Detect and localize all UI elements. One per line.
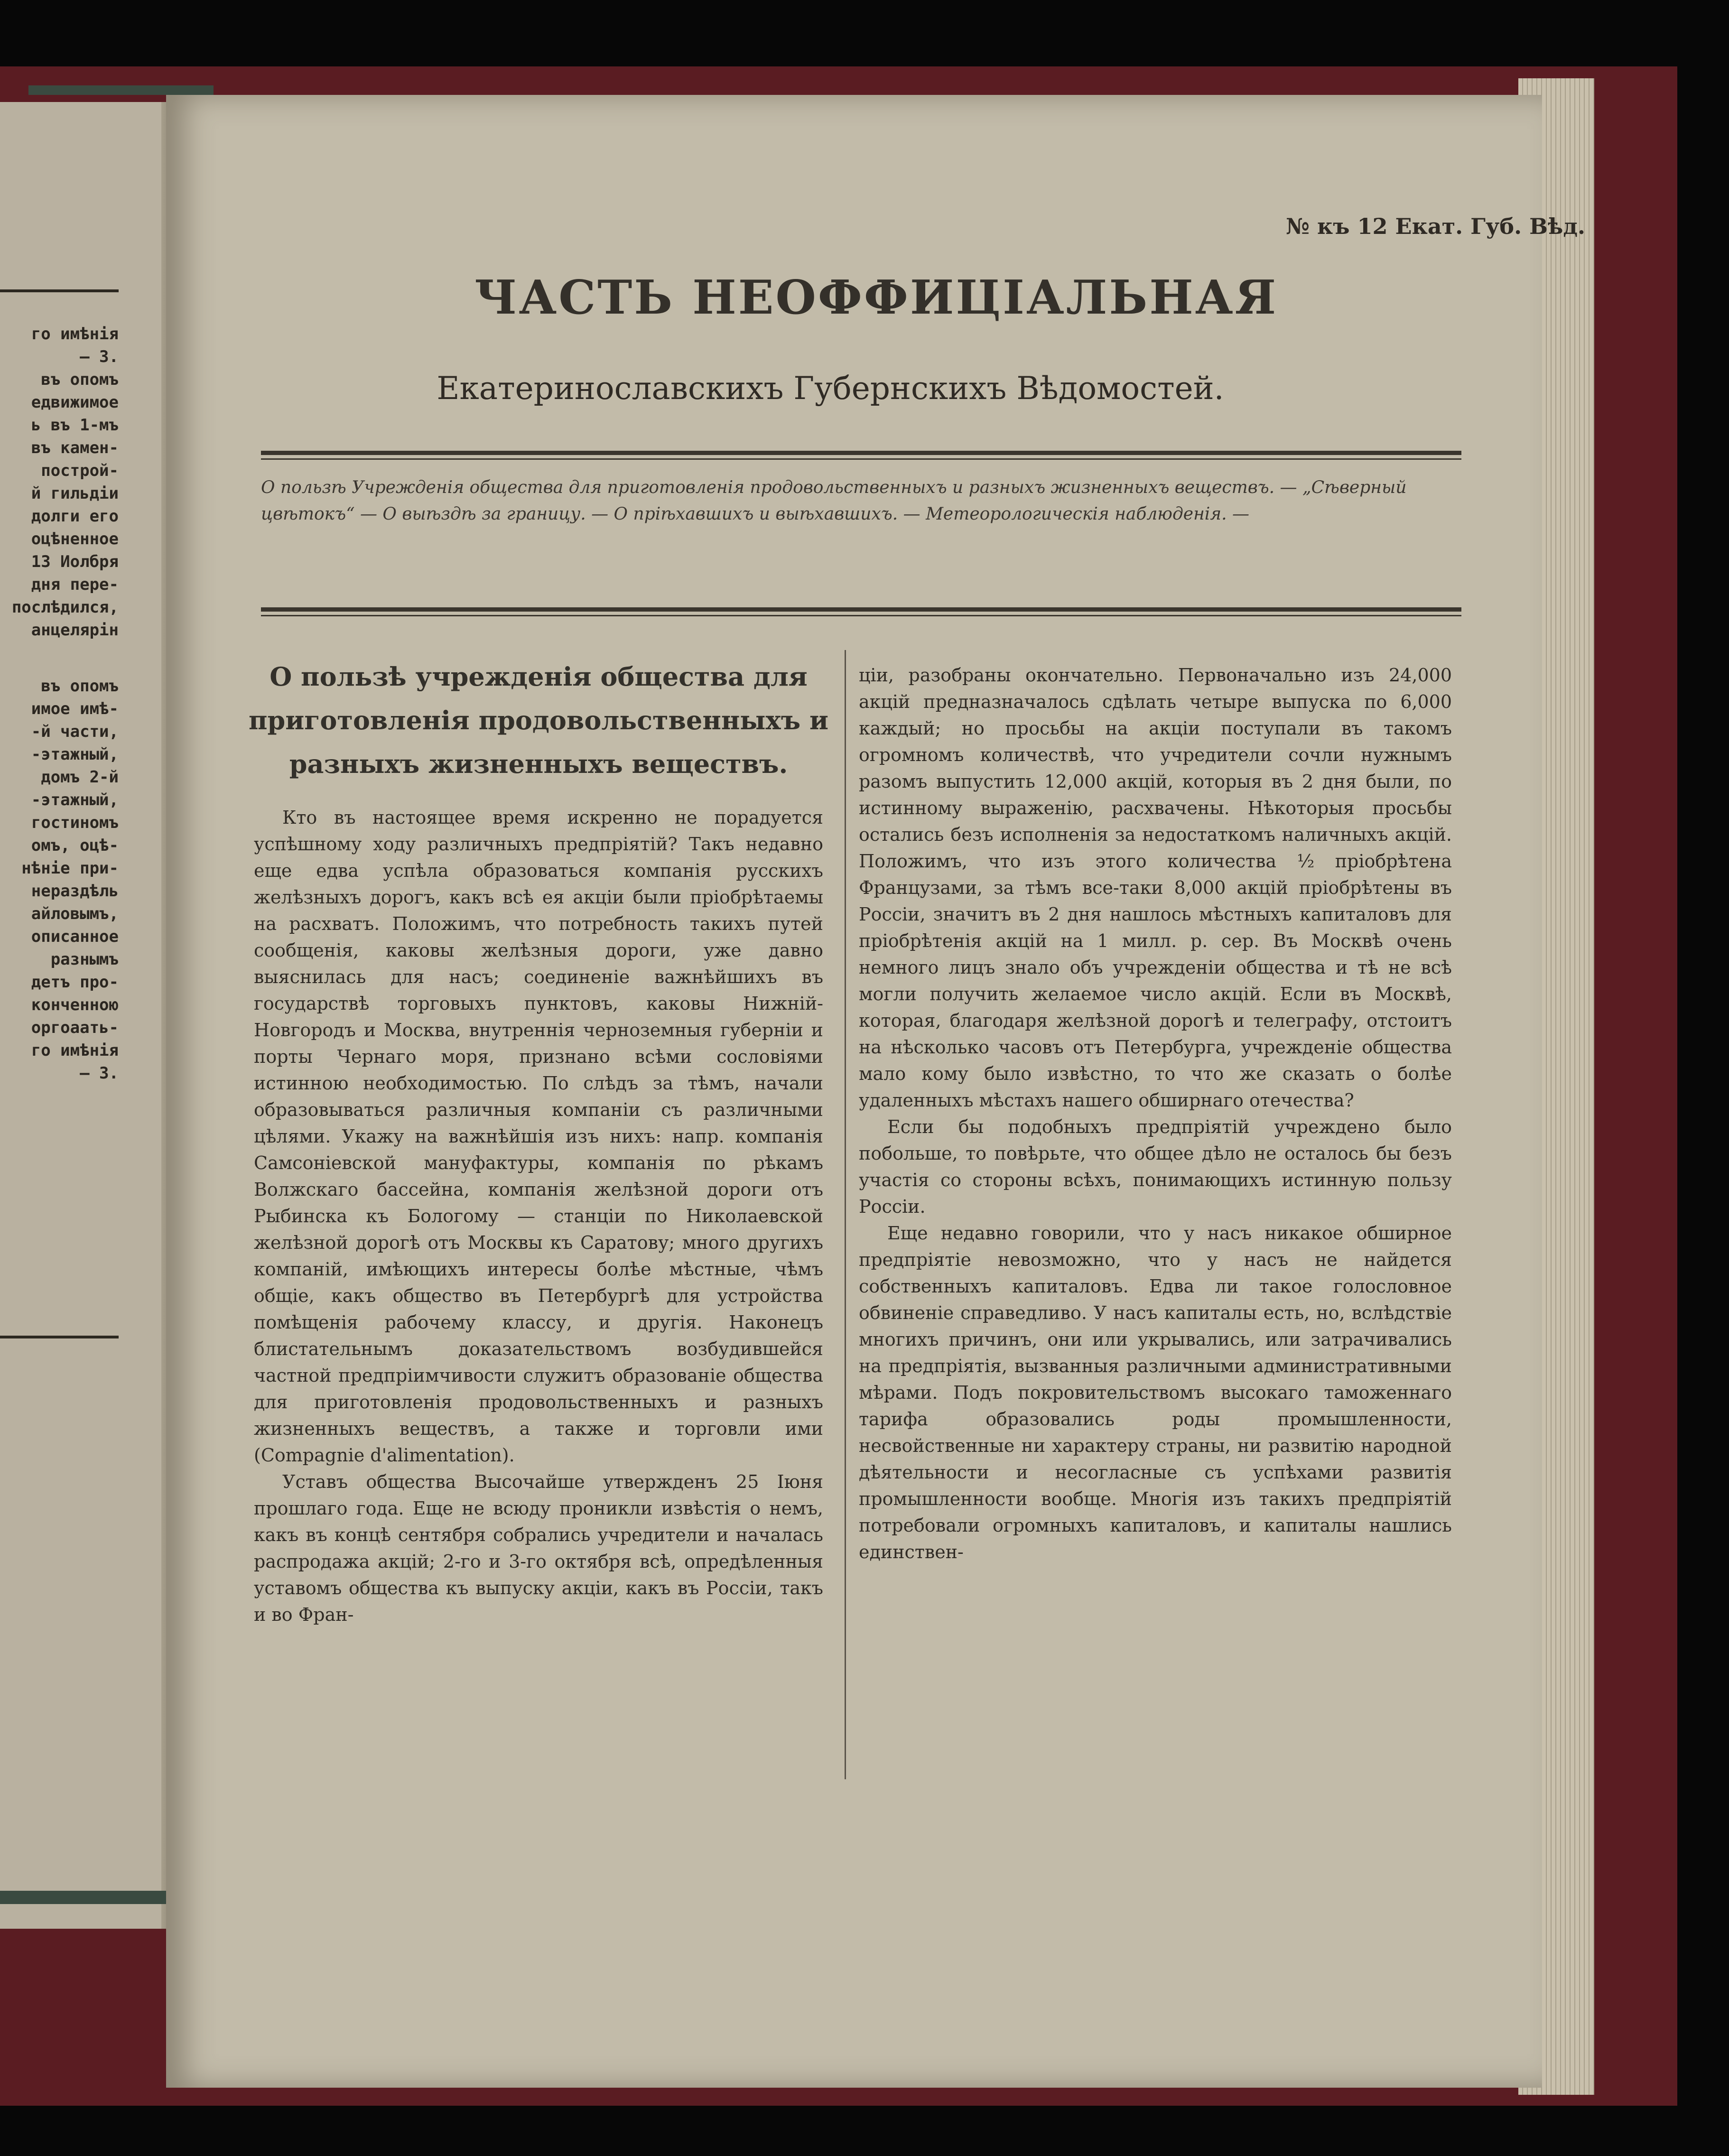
left-line: имое имѣ- (31, 699, 119, 718)
paragraph: Если бы подобныхъ предпріятій учреждено было побольше, то повѣрьте, что общее дѣло не осталось бы безъ участія со стороны всѣхъ, понимающихъ истинную пользу Россіи. (859, 1116, 1452, 1217)
issue-reference: № къ 12 Екат. Губ. Вѣд. (1286, 214, 1585, 239)
section-title: ЧАСТЬ НЕОФФИЦІАЛЬНАЯ (474, 270, 1278, 325)
left-page (0, 102, 176, 1929)
left-line: оцѣненное (31, 530, 119, 548)
column-divider (845, 650, 846, 1779)
binding-cloth-top (28, 85, 214, 95)
left-page-rule-bottom (0, 1336, 119, 1338)
header-rule-1b (261, 458, 1461, 460)
left-line: описанное (31, 927, 119, 946)
left-page-rule-top (0, 289, 119, 292)
newspaper-subtitle: Екатеринославскихъ Губернскихъ Вѣдомостей. (437, 370, 1224, 407)
left-line: детъ про- (31, 973, 119, 992)
header-rule-2b (261, 615, 1461, 616)
left-line: долги его (31, 507, 119, 526)
left-line: -й части, (31, 722, 119, 741)
left-line: въ опомъ (41, 370, 119, 389)
left-line: разнымъ (50, 950, 119, 969)
left-line: нераздѣль (31, 882, 119, 901)
left-line: -этажный, (31, 745, 119, 764)
left-line: въ опомъ (41, 677, 119, 696)
left-line: построй- (41, 461, 119, 480)
left-line: 13 Иолбря (31, 552, 119, 571)
left-line: оргоаать- (31, 1018, 119, 1037)
left-line: въ камен- (31, 438, 119, 457)
left-line: й гильдіи (31, 484, 119, 503)
paragraph: ціи, разобраны окончательно. Первоначально изъ 24,000 акцій предназначалось сдѣлать четыре выпуска по 6,000 каждый; но просьбы на акціи поступали въ такомъ огромномъ количествѣ, что учредители сочли нужнымъ разомъ выпустить 12,000 акцій, которыя въ 2 дня были, по истинному выраженію, расхвачены. Нѣкоторыя просьбы остались безъ исполненія за недостаткомъ наличныхъ акцій. Положимъ, что изъ этого количества ½ пріобрѣтена Французами, за тѣмъ все-таки 8,000 акцій пріобрѣтены въ Россіи, значитъ въ 2 дня нашлось мѣстныхъ капиталовъ для пріобрѣтенія акцій на 1 милл. р. сер. Въ Москвѣ очень немного лицъ знало объ учрежденіи общества и тѣ не всѣ могли получить желаемое число акцій. Если въ Москвѣ, которая, благодаря желѣзной дорогѣ и телеграфу, отстоитъ на нѣсколько часовъ отъ Петербурга, учрежденіе общества мало кому было извѣстно, то что же сказать о болѣе удаленныхъ мѣстахъ нашего обширнаго отечества? (859, 665, 1452, 1111)
left-line: омъ, оцѣ- (31, 836, 119, 855)
left-line: ь въ 1-мъ (31, 416, 119, 435)
left-line: -этажный, (31, 790, 119, 809)
left-line: анцелярін (31, 621, 119, 640)
left-line: домъ 2-й (41, 768, 119, 787)
article-column-2 (859, 662, 1452, 1565)
header-rule-2 (261, 607, 1461, 612)
header-rule-1 (261, 451, 1461, 455)
newspaper-page (166, 95, 1585, 2088)
article-title: О пользѣ учрежденія общества для приготовленія продовольственныхъ и разныхъ жизненныхъ веществъ. (248, 661, 829, 779)
left-line: нѣніе при- (21, 859, 119, 878)
article-column-1 (254, 804, 823, 1628)
paragraph: Уставъ общества Высочайше утвержденъ 25 Іюня прошлаго года. Еще не всюду проникли извѣстія о немъ, какъ въ концѣ сентября собрались учредители и началась распродажа акцій; 2-го и 3-го октября всѣ, опредѣленныя уставомъ общества къ выпуску акціи, какъ въ Россіи, такъ и во Фран- (254, 1471, 823, 1625)
left-line: айловымъ, (31, 904, 119, 923)
paragraph: Еще недавно говорили, что у насъ никакое обширное предпріятіе невозможно, что у насъ не найдется собственныхъ капиталовъ. Едва ли такое голословное обвиненіе справедливо. У насъ капиталы есть, но, вслѣдствіе многихъ причинъ, они или укрывались, или затрачивались на предпріятія, вызванныя различными административными мѣрами. Подъ покровительствомъ высокаго таможеннаго тарифа образовались роды промышленности, несвойственные ни характеру страны, ни развитію народной дѣятельности и несогласные съ успѣхами развитія промышленности вообще. Многія изъ такихъ предпріятій потребовали огромныхъ капиталовъ, и капиталы нашлись единствен- (859, 1223, 1452, 1562)
left-line: гостиномъ (31, 813, 119, 832)
paragraph: Кто въ настоящее время искренно не порадуется успѣшному ходу различныхъ предпріятій? Такъ недавно еще едва успѣла образоваться компанія русскихъ желѣзныхъ дорогъ, какъ всѣ ея акціи были пріобрѣтаемы на расхватъ. Положимъ, что потребность такихъ путей сообщенія, каковы желѣзныя дороги, уже давно выяснилась для насъ; соединеніе важнѣйшихъ въ государствѣ торговыхъ пунктовъ, каковы Нижній-Новгородъ и Москва, внутреннія черноземныя губерніи и порты Чернаго моря, признано всѣми сословіями истинною необходимостью. По слѣдъ за тѣмъ, начали образовываться различныя компаніи съ различными цѣлями. Укажу на важнѣйшія изъ нихъ: напр. компанія Самсоніевской мануфактуры, компанія по рѣкамъ Волжскаго бассейна, компанія желѣзной дороги отъ Рыбинска къ Бологому — станціи по Николаевской желѣзной дорогѣ отъ Москвы къ Саратову; много другихъ компаній, имѣющихъ интересы болѣе мѣстные, чѣмъ общіе, какъ общество въ Петербургѣ для устройства помѣщенія рабочему классу, и другія. Наконецъ блистательнымъ доказательствомъ возбудившейся частной предпріимчивости служитъ образованіе общества для приготовленія продовольственныхъ и разныхъ жизненныхъ веществъ, а также и торговли ими (Compagnie d'alimentation). (254, 807, 823, 1466)
left-line: го имѣнія (31, 325, 119, 344)
left-line: едвижимое (31, 393, 119, 412)
table-of-contents: О пользѣ Учрежденія общества для приготовленія продовольственныхъ и разныхъ жизненныхъ веществъ. — „Сѣверный цвѣтокъ“ — О выѣздѣ за границу. — О пріѣхавшихъ и выѣхавшихъ. — Метеорологическія наблюденія. — (261, 478, 1407, 524)
left-line: го имѣнія (31, 1041, 119, 1060)
left-page-text (0, 323, 119, 1085)
left-line: послѣдился, (11, 598, 119, 617)
left-line: — 3. (80, 1064, 119, 1083)
left-line: дня пере- (31, 575, 119, 594)
left-line: — 3. (80, 347, 119, 366)
left-line: конченною (31, 995, 119, 1014)
